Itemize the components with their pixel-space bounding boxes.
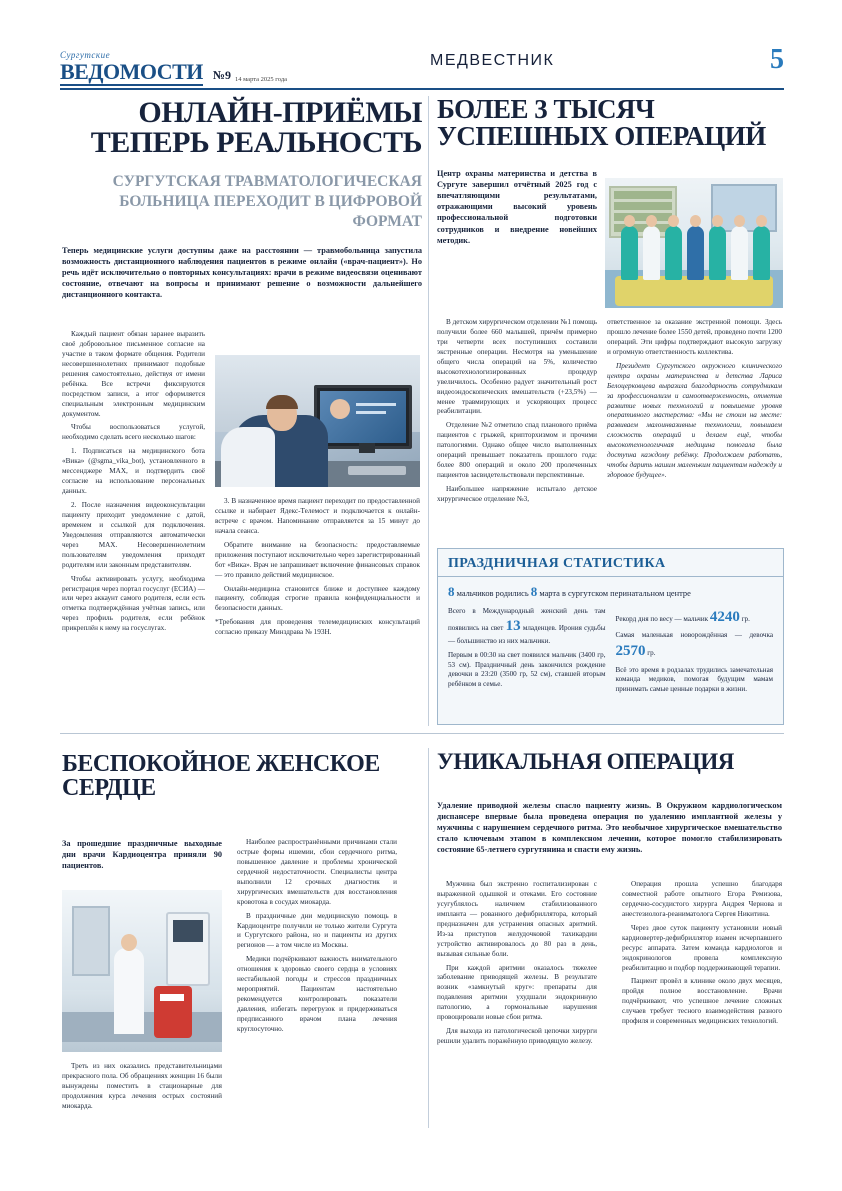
article1-column-2 (215, 497, 420, 642)
article4-lede: Удаление приводной железы спасло пациенту жизнь. В Окружном кардиологическом диспансере впервые была проведена операция по удалению имплантной железы у мужчины с нарушением сердечного ритма. Это необычное хирургическое вмешательство стало ключевым этапом в комплексном лечении, которое помогло стабилизировать состояние 65-летнего сургутянина и спасти ему жизнь. (437, 801, 782, 855)
article4-p6: Пациент провёл в клинике около двух месяцев, пройдя полное восстановление. Врачи подчёркивают, что успешное лечение сложных случаев требует тесного взаимодействия разного профиля и современных медицинских технологий. (622, 977, 782, 1026)
article3-p3: В праздничные дни медицинскую помощь в Кардиоцентре получили не только жители Сургута и Сургутского района, но и пациенты из других регионов — а том числе из Москвы. (237, 911, 397, 950)
statbox-date-number: 8 (530, 584, 538, 599)
issue-number: №9 (212, 68, 231, 82)
statbox-lead-text-2: марта в сургутском перинатальном центре (537, 589, 691, 598)
article1-column-1 (62, 330, 205, 638)
article2-photo-medical-team (605, 178, 783, 308)
article3-p4: Медики подчёркивают важность внимательного отношения к здоровью своего сердца в условиях нестабильной погоды и стрессов праздничных мероприятий. Пациентам настоятельно рекомендуется контролировать показатели давления, избегать перегрузок и придерживаться предписанного врачом плана лечения круглосуточно. (237, 955, 397, 1033)
article3-lede: За прошедшие праздничные выходные дни врачи Кардиоцентра приняли 90 пациентов. (62, 839, 222, 871)
article1-p7: Обратите внимание на безопасность: предоставляемые приложения поступают исключительно через зарегистрированный бот «Вика». Врач не запрашивает включение финансовых справок — это правило действий медицинское. (215, 540, 420, 579)
article4-headline: УНИКАЛЬНАЯ ОПЕРАЦИЯ (437, 749, 734, 774)
article1-p3: 1. Подписаться на медицинского бота «Вика» (@sgma_vika_bot), установленного в мессенджере МАХ, и подтвердить своё согласие на использование персональных данных. (62, 447, 205, 496)
article4-p3: Для выхода из патологической цепочки хирурги решили удалить поражённую приводящую железу. (437, 1027, 597, 1046)
issue-info (213, 68, 287, 86)
statbox-right-p2: Самая маленькая новорождённая — девочка 2570 гр. (615, 631, 773, 660)
column-divider-bottom (428, 748, 429, 1128)
article2-p5: Президент Сургутского окружного клинического центра охраны материнства и детства Лариса Белоцерковцева выразила благодарность сотрудникам за профессионализм и самоотверженность, отметив развитие новых технологий и повышение уровня оперативного мастерства: «Мы не стоим на месте: развиваем малоинвазивные технологии, повышаем сложность операций и делаем ещё, чтобы высокотехнологичная медицина помогала была доступна каждому ребёнку. Продолжаем работать, чтобы дарить нашим маленьким пациентам надежду и здоровое будущее». (607, 361, 782, 480)
statbox-rule (438, 576, 783, 577)
statbox-right-p1: Рекорд дня по весу — мальчик 4240 гр. (615, 608, 750, 625)
article1-p1: Каждый пациент обязан заранее выразить своё добровольное письменное согласие на участие в таком формате общения. Родители несовершеннолетних принимают подобные решения самостоятельно, действуя от имени ребёнка. Все встречи фиксируются посредством записи, а итог оформляется специальным электронным медицинским документом. (62, 330, 205, 418)
article2-headline: БОЛЕЕ 3 ТЫСЯЧ УСПЕШНЫХ ОПЕРАЦИЙ (437, 94, 766, 151)
issue-date: 14 марта 2025 года (234, 75, 288, 83)
article1-headline: ОНЛАЙН-ПРИЁМЫ ТЕПЕРЬ РЕАЛЬНОСТЬ (90, 96, 422, 159)
article2-lede: Центр охраны материнства и детства в Сургуте завершил отчётный 2025 год с впечатляющими результатами, отражающими высокий уровень профессиональной подготовки сотрудников и внедрение новейших методик. (437, 169, 597, 245)
article2-p1: В детском хирургическом отделении №1 помощь получили более 660 малышей, причём примерно три четверти всех поступивших составили экстренные операции. Несмотря на уменьшение общего числа операций на 5%, количество высокотехнологизированных процедур увеличилось. Особенно радует значительный рост видеоэндоскопических вмешательств (+23,5%) — менее травмирующих и ускоряющих процесс реабилитации. (437, 318, 597, 416)
article1-p6: 3. В назначенное время пациент переходит по предоставленной ссылке и набирает Ядекс-Телемост и подключается к онлайн-встрече с врачом. Напоминание отправляется за 15 минут до начала сеанса. (215, 497, 420, 535)
article1-footnote: *Требования для проведения телемедицинских консультаций согласно приказу Минздрава № 193Н. (215, 618, 420, 637)
article1-p8: Онлайн-медицина становится ближе и доступнее каждому пациенту, соблюдая строгие правила конфиденциальности и безопасности данных. (215, 584, 420, 613)
statbox-right-p3: Всё это время в родзалах трудились замечательная команда медиков, помогая будущим мамам принимать самые ценные подарки в жизни. (615, 665, 773, 694)
header-divider (60, 88, 784, 90)
article3-column-2 (237, 838, 397, 1039)
logo-top-text: Сургутские (60, 50, 111, 60)
article4-p2: При каждой аритмии оказалось тяжелее заболевание приводящей железы. В результате возник «замкнутый круг»: препараты для подавления аритмии ухудшали эндокринную патологию, а гормональные нарушения провоцировали новые сбои ритма. (437, 963, 597, 1022)
article1-p2: Чтобы воспользоваться услугой, необходимо сделать всего несколько шагов: (62, 423, 205, 442)
statbox-left-p2: Первым в 00:30 на свет появился мальчик (3400 гр, 53 см). Праздничный день закончился рождение девочки в 23:20 (3500 гр, 52 см), ставшей вторым ребёнком в семье. (448, 650, 606, 689)
article3-column-1 (62, 1062, 222, 1116)
article3-photo-cardio-center (62, 890, 222, 1052)
holiday-statistics-box (437, 548, 784, 725)
article2-column-1 (437, 318, 597, 509)
article3-p2: Наиболее распространёнными причинами стали острые формы ишемии, сбои сердечного ритма, повышенное давление и проблемы хронической сердечной недостаточности. Специалисты центра выполнили 12 срочных диагностик и хирургических вмешательств для восстановления кровотока в сосудах миокарда. (237, 838, 397, 906)
article2-column-2 (607, 318, 782, 485)
article4-p4: Операция прошла успешно благодаря совместной работе опытного Егора Ремизова, сердечно-сосудистого хирурга Андрея Чернова и анестезиолога-реаниматолога Сергея Никитина. (622, 880, 782, 918)
column-divider-top (428, 96, 429, 726)
article2-p3: Наибольшее напряжение испытало детское хирургическое отделение №3, (437, 485, 597, 503)
article1-lede: Теперь медицинские услуги доступны даже на расстоянии — травмобольница запустила возможность дистанционного наблюдения пациентов в режиме онлайн («врач-пациент»). Но речь идёт исключительно о повторных консультациях: врачи в режиме видеосвязи оценивают состояние, отвечают на вопросы и принимают решение о возможности дальнейшего дистанционного контакта. (62, 246, 422, 300)
article2-p4: ответственное за оказание экстренной помощи. Здесь прошло лечение более 1550 детей, проведено почти 1200 операций. Эти цифры подтверждают высокую загрузку и огромную ответственность коллектива. (607, 318, 782, 356)
statbox-columns (438, 607, 783, 700)
page-number: 5 (770, 44, 784, 75)
statbox-title: ПРАЗДНИЧНАЯ СТАТИСТИКА (448, 556, 666, 571)
statbox-lead (438, 583, 783, 607)
article2-p2: Отделение №2 отметило спад планового приёма пациентов с грыжей, крипторхизмом и прочими патологиями. Однако общее число выполненных операций превышает показатель прошлого года: более 800 операций и около 200 пролеченных пациентов засвидетельствовали перспективные. (437, 421, 597, 480)
logo (60, 51, 203, 86)
article1-p4: 2. После назначения видеоконсультации пациенту приходит уведомление с датой, временем и ссылкой для подключения. Уведомления отправляются автоматически через МАХ. Несовершеннолетним пользователям уведомления приходят родителям или законным представителям. (62, 501, 205, 569)
article1-p5: Чтобы активировать услугу, необходима регистрация через портал госуслуг (ЕСИА) — или через аккаунт самого родителя, если есть отметка подтверждённая учётная запись, или через профиль родителя, если ребёнок прикреплён к нему на госуслугах. (62, 574, 205, 633)
article4-column-1 (437, 880, 597, 1051)
statbox-column-left (448, 607, 606, 700)
article4-p5: Через двое суток пациенту установили новый кардиовертер-дефибриллятор взамен исчерпавшего ресурс аппарата. Затем команда кардиологов и эндокринологов провела комплексную реабилитацию и подбор поддерживающей терапии. (622, 923, 782, 972)
masthead (60, 44, 780, 86)
logo-main-text: ВЕДОМОСТИ (60, 59, 203, 84)
section-title: МЕДВЕСТНИК (430, 52, 555, 69)
article3-p1: Треть из них оказались представительницами прекрасного пола. Об обращениях женщин 16 были вынуждены поместить в стационарные для продолжения курса лечения острых состояний миокарда. (62, 1062, 222, 1110)
article4-column-2 (622, 880, 782, 1031)
statbox-boys-count: 8 (448, 584, 455, 599)
statbox-lead-text-1: мальчиков родились (454, 589, 531, 598)
statbox-left-p1: Всего в Международный женский день там появились на свет 13 младенцев. Ирония судьбы — большинство из них мальчики. (448, 606, 606, 646)
article1-subhead: СУРГУТСКАЯ ТРАВМАТОЛОГИЧЕСКАЯ БОЛЬНИЦА ПЕРЕХОДИТ В ЦИФРОВОЙ ФОРМАТ (112, 173, 422, 230)
statbox-column-right (616, 607, 774, 700)
article1-photo-doctor-online (215, 355, 420, 487)
mid-page-divider (60, 733, 784, 734)
article4-p1: Мужчина был экстренно госпитализирован с выраженной одышкой и отеками. Его состояние усугублялось наличием стабилизованного импланта — рованного дефибриллятора, который предназначен для устранения опасных аритмий. Из-за приступов желудочковой тахикардии устройство активировалось до 80 раз в день, вызывая сильные боли. (437, 880, 597, 958)
article3-headline: БЕСПОКОЙНОЕ ЖЕНСКОЕ СЕРДЦЕ (62, 751, 380, 801)
